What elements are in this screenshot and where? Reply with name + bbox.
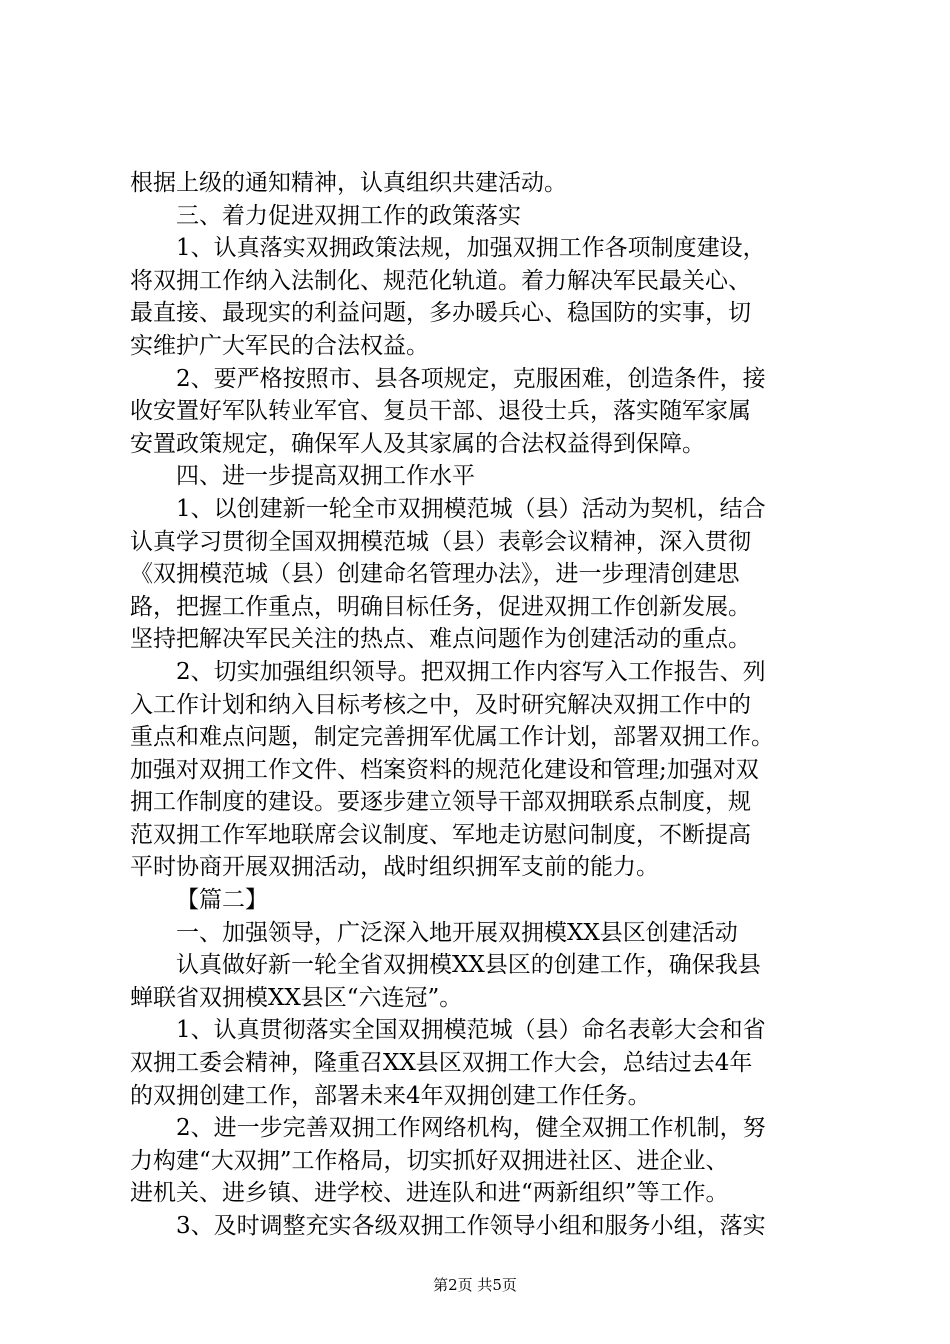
text-line: 四、进一步提高双拥工作水平 <box>176 463 475 490</box>
text-line: 加强对双拥工作文件、档案资料的规范化建设和管理;加强对双 <box>130 756 759 783</box>
text-line: 路，把握工作重点，明确目标任务，促进双拥工作创新发展。 <box>130 593 751 620</box>
text-line: 的双拥创建工作，部署未来4年双拥创建工作任务。 <box>130 1082 651 1109</box>
text-line: 三、着力促进双拥工作的政策落实 <box>176 202 521 229</box>
text-line: 安置政策规定，确保军人及其家属的合法权益得到保障。 <box>130 430 705 457</box>
text-line: 认真做好新一轮全省双拥模XX县区的创建工作，确保我县 <box>176 952 761 979</box>
text-line: 最直接、最现实的利益问题，多办暖兵心、稳国防的实事，切 <box>130 300 751 327</box>
text-line: 入工作计划和纳入目标考核之中，及时研究解决双拥工作中的 <box>130 691 751 718</box>
page-footer: 第2页 共5页 <box>433 1276 517 1294</box>
text-line: 3、及时调整充实各级双拥工作领导小组和服务小组，落实 <box>176 1213 766 1239</box>
text-line: 1、认真落实双拥政策法规，加强双拥工作各项制度建设， <box>176 235 766 262</box>
text-line: 进机关、进乡镇、进学校、进连队和进“两新组织”等工作。 <box>130 1180 729 1207</box>
document-body <box>130 167 830 1243</box>
text-line: 蝉联省双拥模XX县区“六连冠”。 <box>130 984 463 1011</box>
text-line: 收安置好军队转业军官、复员干部、退役士兵，落实随军家属 <box>130 398 751 425</box>
text-line: 力构建“大双拥”工作格局，切实抓好双拥进社区、进企业、 <box>130 1147 729 1174</box>
text-line: 双拥工委会精神，隆重召XX县区双拥工作大会，总结过去4年 <box>130 1050 753 1077</box>
text-line: 《双拥模范城（县）创建命名管理办法》，进一步理清创建思 <box>130 561 740 588</box>
text-line: 【篇二】 <box>176 887 268 914</box>
text-line: 一、加强领导，广泛深入地开展双拥模XX县区创建活动 <box>176 919 738 946</box>
text-line: 坚持把解决军民关注的热点、难点问题作为创建活动的重点。 <box>130 626 751 653</box>
text-line: 1、认真贯彻落实全国双拥模范城（县）命名表彰大会和省 <box>176 1017 766 1044</box>
text-line: 实维护广大军民的合法权益。 <box>130 332 429 359</box>
text-line: 将双拥工作纳入法制化、规范化轨道。着力解决军民最关心、 <box>130 267 751 294</box>
text-line: 拥工作制度的建设。要逐步建立领导干部双拥联系点制度，规 <box>130 789 751 816</box>
text-line: 平时协商开展双拥活动，战时组织拥军支前的能力。 <box>130 854 659 881</box>
text-line: 重点和难点问题，制定完善拥军优属工作计划，部署双拥工作。 <box>130 724 774 751</box>
text-line: 根据上级的通知精神，认真组织共建活动。 <box>130 170 567 196</box>
text-line: 范双拥工作军地联席会议制度、军地走访慰问制度，不断提高 <box>130 821 751 848</box>
text-line: 认真学习贯彻全国双拥模范城（县）表彰会议精神，深入贯彻 <box>130 528 751 555</box>
text-line: 2、要严格按照市、县各项规定，克服困难，创造条件，接 <box>176 365 766 392</box>
text-line: 1、以创建新一轮全市双拥模范城（县）活动为契机，结合 <box>176 495 766 522</box>
text-line: 2、切实加强组织领导。把双拥工作内容写入工作报告、列 <box>176 658 766 685</box>
text-line: 2、进一步完善双拥工作网络机构，健全双拥工作机制，努 <box>176 1115 766 1142</box>
